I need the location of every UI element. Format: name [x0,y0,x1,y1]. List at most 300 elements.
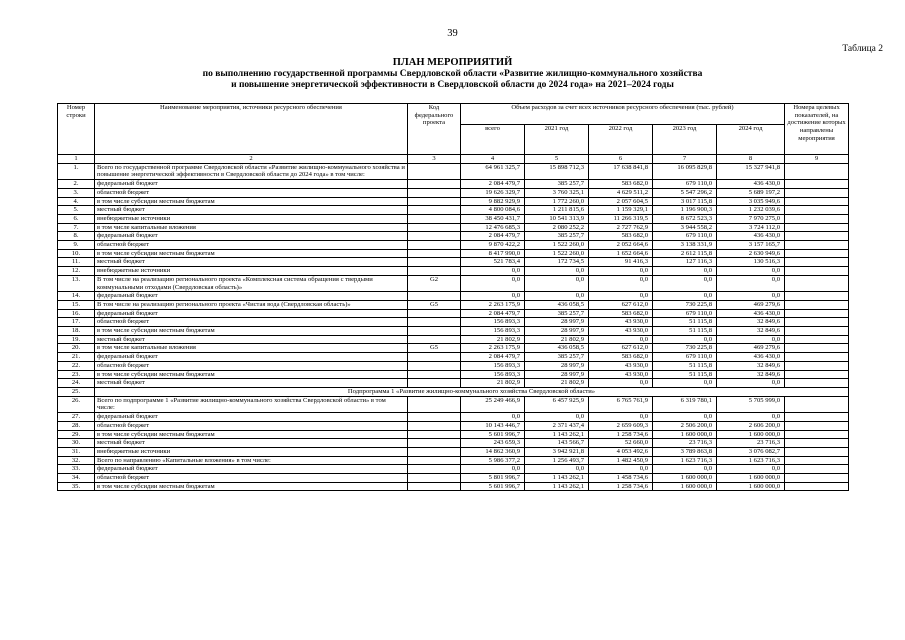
header-year-2022: 2022 год [589,125,653,155]
value-2022: 627 612,0 [589,300,653,309]
value-2024: 1 600 000,0 [717,474,785,483]
target-indicator [785,180,849,189]
column-number: 2 [95,155,408,164]
row-number: 6. [58,214,95,223]
row-number: 27. [58,413,95,422]
value-2022: 4 629 511,2 [589,188,653,197]
row-number: 16. [58,309,95,318]
row-name: областной бюджет [95,318,408,327]
value-total: 156 893,3 [461,318,525,327]
column-number: 1 [58,155,95,164]
target-indicator [785,292,849,301]
value-2024: 2 630 949,6 [717,249,785,258]
table-label: Таблица 2 [842,44,883,54]
federal-project-code [408,327,461,336]
row-name: федеральный бюджет [95,353,408,362]
row-name: в том числе субсидии местным бюджетам [95,249,408,258]
value-total: 0,0 [461,413,525,422]
row-name: местный бюджет [95,335,408,344]
table-row [58,223,849,232]
row-number: 4. [58,197,95,206]
table-row [58,163,849,179]
row-name: областной бюджет [95,474,408,483]
value-2021: 1 211 815,6 [525,206,589,215]
value-total: 2 084 479,7 [461,232,525,241]
value-2021: 172 734,5 [525,258,589,267]
row-name: местный бюджет [95,439,408,448]
table-row [58,292,849,301]
value-2023: 127 116,3 [653,258,717,267]
title-line-2: по выполнению государственной программы Свердловской области «Развитие жилищно-коммунального хозяйства [202,69,703,79]
value-2023: 23 716,3 [653,439,717,448]
table-row [58,353,849,362]
value-total: 156 893,3 [461,327,525,336]
target-indicator [785,370,849,379]
table-row [58,206,849,215]
value-2023: 0,0 [653,465,717,474]
value-2024: 3 076 082,7 [717,447,785,456]
value-total: 5 601 996,7 [461,430,525,439]
value-2021: 2 080 252,2 [525,223,589,232]
federal-project-code [408,474,461,483]
value-2023: 730 225,8 [653,344,717,353]
value-2024: 0,0 [717,379,785,388]
column-number: 6 [589,155,653,164]
value-2023: 51 115,8 [653,370,717,379]
value-2024: 0,0 [717,413,785,422]
value-2024: 3 724 112,0 [717,223,785,232]
value-2022: 2 727 762,9 [589,223,653,232]
value-2021: 0,0 [525,292,589,301]
table-row [58,379,849,388]
table-row [58,197,849,206]
target-indicator [785,197,849,206]
value-2023: 679 110,0 [653,180,717,189]
table-row [58,361,849,370]
row-number: 25. [58,387,95,396]
row-number: 8. [58,232,95,241]
value-total: 243 659,3 [461,439,525,448]
target-indicator [785,421,849,430]
value-2023: 0,0 [653,413,717,422]
value-2021: 28 997,9 [525,318,589,327]
target-indicator [785,188,849,197]
row-name: В том числе на реализацию регионального проекта «Чистая вода (Свердловская область)» [95,300,408,309]
row-number: 18. [58,327,95,336]
row-name: внебюджетные источники [95,447,408,456]
federal-project-code [408,413,461,422]
table-row [58,421,849,430]
row-name: в том числе субсидии местным бюджетам [95,370,408,379]
row-name: Всего по подпрограмме 1 «Развитие жилищно-коммунального хозяйства Свердловской области» в том числе: [95,396,408,412]
row-number: 11. [58,258,95,267]
value-2023: 679 110,0 [653,309,717,318]
federal-project-code [408,318,461,327]
plan-table [57,103,849,491]
column-number: 8 [717,155,785,164]
value-total: 64 961 325,7 [461,163,525,179]
value-2023: 2 506 200,0 [653,421,717,430]
target-indicator [785,430,849,439]
column-number: 3 [408,155,461,164]
table-row [58,430,849,439]
value-2021: 0,0 [525,413,589,422]
table-row [58,309,849,318]
federal-project-code [408,267,461,276]
target-indicator [785,396,849,412]
row-number: 17. [58,318,95,327]
value-2022: 4 053 492,6 [589,447,653,456]
target-indicator [785,258,849,267]
row-number: 23. [58,370,95,379]
federal-project-code [408,447,461,456]
row-number: 21. [58,353,95,362]
value-2023: 0,0 [653,292,717,301]
row-name: федеральный бюджет [95,413,408,422]
value-2021: 143 566,7 [525,439,589,448]
value-2024: 0,0 [717,275,785,291]
value-2023: 679 110,0 [653,232,717,241]
header-name: Наименование мероприятия, источники ресурсного обеспечения [95,104,408,155]
row-number: 32. [58,456,95,465]
row-number: 33. [58,465,95,474]
value-2021: 2 371 437,4 [525,421,589,430]
page-number: 39 [447,28,458,39]
table-row [58,241,849,250]
value-2022: 1 458 734,6 [589,474,653,483]
table-row [58,232,849,241]
row-name: федеральный бюджет [95,465,408,474]
federal-project-code [408,197,461,206]
value-2022: 627 612,0 [589,344,653,353]
header-year-2024: 2024 год [717,125,785,155]
value-2024: 0,0 [717,292,785,301]
value-total: 156 893,3 [461,361,525,370]
target-indicator [785,353,849,362]
table-row [58,335,849,344]
row-name: областной бюджет [95,361,408,370]
table-row [58,413,849,422]
value-2022: 0,0 [589,292,653,301]
value-2024: 2 606 200,0 [717,421,785,430]
value-2022: 1 482 450,9 [589,456,653,465]
target-indicator [785,447,849,456]
row-name: федеральный бюджет [95,232,408,241]
table-row [58,267,849,276]
value-2022: 1 258 734,6 [589,430,653,439]
value-total: 14 862 360,9 [461,447,525,456]
value-total: 0,0 [461,465,525,474]
value-2024: 23 716,3 [717,439,785,448]
value-2022: 0,0 [589,267,653,276]
value-total: 8 417 990,0 [461,249,525,258]
value-2021: 436 058,5 [525,344,589,353]
target-indicator [785,456,849,465]
value-2023: 3 944 558,2 [653,223,717,232]
column-number: 4 [461,155,525,164]
value-total: 5 601 996,7 [461,482,525,491]
federal-project-code [408,258,461,267]
target-indicator [785,413,849,422]
value-2024: 15 327 941,8 [717,163,785,179]
value-2022: 1 258 734,6 [589,482,653,491]
value-2021: 0,0 [525,267,589,276]
value-2024: 0,0 [717,267,785,276]
value-2024: 32 849,6 [717,370,785,379]
row-number: 34. [58,474,95,483]
value-2023: 51 115,8 [653,327,717,336]
federal-project-code [408,309,461,318]
value-2023: 1 600 000,0 [653,474,717,483]
value-2023: 1 623 716,3 [653,456,717,465]
value-2022: 2 052 664,6 [589,241,653,250]
title-line-3: и повышение энергетической эффективности в Свердловской области до 2024 года» на 2021–2024 годы [231,80,674,90]
value-2022: 11 266 319,5 [589,214,653,223]
table-row [58,474,849,483]
table-row [58,318,849,327]
federal-project-code [408,292,461,301]
value-2022: 0,0 [589,275,653,291]
row-number: 22. [58,361,95,370]
value-2022: 2 659 609,3 [589,421,653,430]
title-line-1: ПЛАН МЕРОПРИЯТИЙ [392,57,513,68]
target-indicator [785,267,849,276]
table-row [58,456,849,465]
value-2022: 583 682,0 [589,232,653,241]
value-2022: 583 682,0 [589,309,653,318]
federal-project-code [408,482,461,491]
column-numbers-row [58,155,849,164]
value-2022: 0,0 [589,379,653,388]
value-2023: 3 138 331,9 [653,241,717,250]
target-indicator [785,300,849,309]
value-2022: 1 159 329,1 [589,206,653,215]
row-number: 26. [58,396,95,412]
value-2024: 3 157 165,7 [717,241,785,250]
value-2024: 1 623 716,3 [717,456,785,465]
federal-project-code [408,421,461,430]
value-total: 2 084 479,7 [461,353,525,362]
value-2024: 1 232 039,6 [717,206,785,215]
value-total: 5 801 996,7 [461,474,525,483]
table-row [58,482,849,491]
row-number: 15. [58,300,95,309]
target-indicator [785,344,849,353]
row-number: 3. [58,188,95,197]
table-row [58,249,849,258]
table-row [58,344,849,353]
value-2022: 2 057 604,5 [589,197,653,206]
target-indicator [785,163,849,179]
row-number: 10. [58,249,95,258]
federal-project-code [408,456,461,465]
value-2024: 436 430,0 [717,180,785,189]
value-2023: 1 600 000,0 [653,430,717,439]
value-2023: 8 672 523,3 [653,214,717,223]
value-2023: 5 547 296,2 [653,188,717,197]
target-indicator [785,465,849,474]
row-number: 20. [58,344,95,353]
value-2023: 1 600 000,0 [653,482,717,491]
table-row [58,258,849,267]
row-name: областной бюджет [95,188,408,197]
target-indicator [785,379,849,388]
value-2021: 6 457 925,9 [525,396,589,412]
federal-project-code [408,370,461,379]
value-total: 2 263 175,9 [461,344,525,353]
value-2024: 7 970 275,0 [717,214,785,223]
value-total: 21 802,9 [461,335,525,344]
row-name: местный бюджет [95,258,408,267]
row-name: В том числе на реализацию регионального проекта «Комплексная система обращения с твердыми коммунальными отходами (Свердловская область)» [95,275,408,291]
value-2021: 385 257,7 [525,353,589,362]
federal-project-code [408,223,461,232]
value-2022: 1 652 664,6 [589,249,653,258]
federal-project-code [408,335,461,344]
value-total: 9 882 929,9 [461,197,525,206]
row-number: 24. [58,379,95,388]
target-indicator [785,309,849,318]
value-2022: 0,0 [589,335,653,344]
row-number: 7. [58,223,95,232]
federal-project-code [408,163,461,179]
value-2023: 3 017 115,8 [653,197,717,206]
row-name: внебюджетные источники [95,267,408,276]
subprogram-title: Подпрограмма 1 «Развитие жилищно-коммунального хозяйства Свердловской области» [95,387,849,396]
target-indicator [785,223,849,232]
row-number: 28. [58,421,95,430]
row-name: областной бюджет [95,241,408,250]
value-2024: 0,0 [717,335,785,344]
value-total: 21 802,9 [461,379,525,388]
table-row [58,387,849,396]
federal-project-code [408,379,461,388]
value-total: 19 626 329,7 [461,188,525,197]
row-number: 30. [58,439,95,448]
row-name: в том числе субсидии местным бюджетам [95,327,408,336]
row-number: 12. [58,267,95,276]
value-2023: 3 789 863,8 [653,447,717,456]
value-2021: 385 257,7 [525,180,589,189]
value-2023: 51 115,8 [653,361,717,370]
value-2022: 43 930,0 [589,327,653,336]
value-2024: 469 279,6 [717,300,785,309]
value-2023: 0,0 [653,379,717,388]
value-2021: 1 256 493,7 [525,456,589,465]
row-name: Всего по государственной программе Свердловской области «Развитие жилищно-коммунального хозяйства и повышение энергетической эффективности в Свердловской области до 2024 года» в том числе: [95,163,408,179]
value-total: 2 084 479,7 [461,180,525,189]
row-name: в том числе капитальные вложения [95,223,408,232]
target-indicator [785,249,849,258]
row-number: 29. [58,430,95,439]
value-2024: 1 600 000,0 [717,430,785,439]
table-row [58,275,849,291]
row-name: в том числе субсидии местным бюджетам [95,430,408,439]
row-number: 5. [58,206,95,215]
value-2021: 15 898 712,3 [525,163,589,179]
value-2021: 21 802,9 [525,379,589,388]
row-name: местный бюджет [95,379,408,388]
federal-project-code: G2 [408,275,461,291]
row-name: в том числе капитальные вложения [95,344,408,353]
value-2024: 3 035 949,6 [717,197,785,206]
row-name: Всего по направлению «Капитальные вложения» в том числе: [95,456,408,465]
target-indicator [785,482,849,491]
header-expense-volume: Объем расходов за счет всех источников ресурсного обеспечения (тыс. рублей) [461,104,785,125]
header-target-indicators: Номера целевых показателей, на достижение которых направлены мероприятия [785,104,849,155]
row-number: 2. [58,180,95,189]
value-total: 0,0 [461,267,525,276]
value-2023: 730 225,8 [653,300,717,309]
value-2021: 28 997,9 [525,327,589,336]
table-row [58,396,849,412]
value-2021: 385 257,7 [525,309,589,318]
row-name: внебюджетные источники [95,214,408,223]
header-federal-project-code: Код федерального проекта [408,104,461,155]
federal-project-code: G5 [408,344,461,353]
federal-project-code [408,361,461,370]
value-2021: 3 942 921,8 [525,447,589,456]
value-2021: 385 257,7 [525,232,589,241]
value-2024: 32 849,6 [717,361,785,370]
row-name: в том числе субсидии местным бюджетам [95,482,408,491]
value-2021: 28 997,9 [525,370,589,379]
federal-project-code [408,232,461,241]
header-row-number: Номер строки [58,104,95,155]
value-2022: 583 682,0 [589,353,653,362]
row-number: 14. [58,292,95,301]
value-2022: 6 765 761,9 [589,396,653,412]
target-indicator [785,327,849,336]
value-2021: 1 522 260,0 [525,249,589,258]
value-2022: 583 682,0 [589,180,653,189]
value-total: 5 986 377,2 [461,456,525,465]
row-number: 31. [58,447,95,456]
table-row [58,327,849,336]
value-2023: 1 196 900,3 [653,206,717,215]
header-total: всего [461,125,525,155]
value-2024: 469 279,6 [717,344,785,353]
target-indicator [785,361,849,370]
value-2024: 5 705 999,0 [717,396,785,412]
value-2021: 21 802,9 [525,335,589,344]
value-2023: 0,0 [653,275,717,291]
value-2021: 1 143 262,1 [525,474,589,483]
federal-project-code [408,353,461,362]
value-2021: 1 143 262,1 [525,430,589,439]
target-indicator [785,474,849,483]
value-2023: 0,0 [653,267,717,276]
federal-project-code [408,206,461,215]
value-total: 2 084 479,7 [461,309,525,318]
table-row [58,465,849,474]
table-row [58,439,849,448]
value-total: 521 783,4 [461,258,525,267]
value-2023: 51 115,8 [653,318,717,327]
value-2022: 43 930,0 [589,318,653,327]
column-number: 7 [653,155,717,164]
header-year-2021: 2021 год [525,125,589,155]
target-indicator [785,232,849,241]
value-2022: 0,0 [589,465,653,474]
plan-table-body [58,163,849,491]
value-2024: 130 516,3 [717,258,785,267]
value-total: 156 893,3 [461,370,525,379]
value-total: 4 800 084,6 [461,206,525,215]
table-row [58,188,849,197]
target-indicator [785,335,849,344]
table-row [58,214,849,223]
